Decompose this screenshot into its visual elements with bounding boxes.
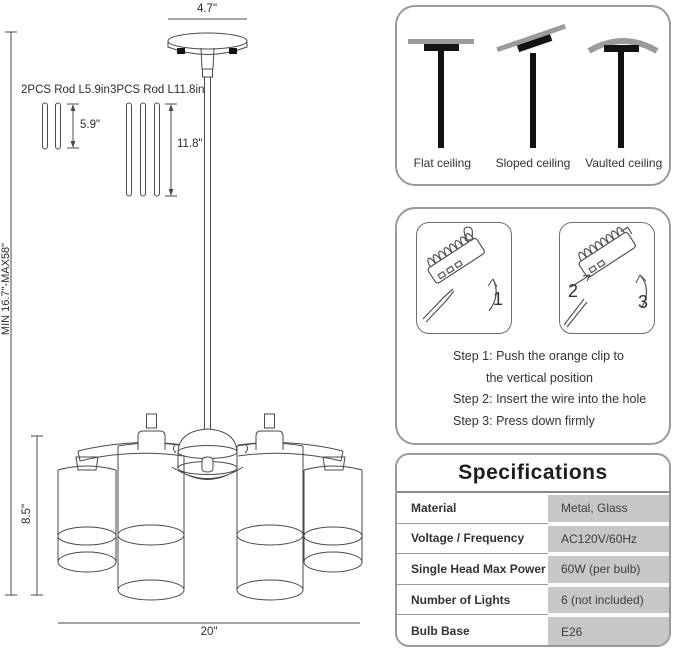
ceiling-types-panel (395, 5, 671, 186)
specifications-table (395, 453, 671, 647)
installation-steps-panel (395, 207, 671, 445)
shade-height-label: 8.5" (21, 503, 33, 525)
step1-text-line1: Step 1: Push the orange clip to (453, 349, 624, 363)
long-rod-dim-label: 11.8" (177, 138, 203, 150)
step2-text: Step 2: Insert the wire into the hole (453, 392, 647, 406)
figure-number-2: 2 (568, 281, 579, 301)
sloped-ceiling-item (488, 7, 579, 184)
spec-row-number-of-lights (397, 585, 669, 616)
spec-label: Single Head Max Power (397, 554, 548, 585)
spec-row-material (397, 493, 669, 524)
spec-row-voltage (397, 524, 669, 555)
specifications-title: Specifications (397, 455, 669, 493)
vaulted-ceiling-item (578, 7, 669, 184)
wire-connector-step1-illustration (417, 223, 510, 332)
canopy-width-label: 4.7" (196, 3, 218, 15)
flat-ceiling-item (397, 7, 488, 184)
figure-number-1: 1 (493, 289, 504, 309)
spec-value: 60W (per bulb) (548, 554, 669, 585)
spec-label: Voltage / Frequency (397, 524, 548, 555)
spec-value: Metal, Glass (548, 493, 669, 524)
sloped-ceiling-label: Sloped ceiling (495, 156, 571, 170)
spec-value: E26 (548, 615, 669, 646)
spec-value: 6 (not included) (548, 585, 669, 616)
step3-text: Step 3: Press down firmly (453, 413, 595, 428)
step2-3-figure-card (559, 222, 655, 334)
wire-connector-step2-3-illustration (560, 223, 653, 332)
short-rod-dim-label: 5.9" (80, 119, 101, 131)
spec-value: AC120V/60Hz (548, 524, 669, 555)
spec-label: Number of Lights (397, 585, 548, 616)
spec-label: Material (397, 493, 548, 524)
vaulted-ceiling-label: Vaulted ceiling (585, 156, 663, 170)
short-rods-label: 2PCS Rod L5.9in (21, 84, 110, 96)
height-range-label: MIN 16.7"-MAX58" (0, 242, 12, 336)
step1-figure-card (416, 222, 512, 334)
flat-ceiling-label: Flat ceiling (413, 156, 472, 170)
spec-label: Bulb Base (411, 623, 470, 638)
step1-text-line2: the vertical position (486, 370, 594, 385)
long-rods-label: 3PCS Rod L11.8in (110, 84, 205, 96)
installation-instructions (453, 346, 646, 432)
fixture-width-label: 20" (200, 626, 218, 638)
spec-row-bulb-base (397, 615, 669, 646)
spec-row-max-power (397, 554, 669, 585)
figure-number-3: 3 (638, 292, 649, 312)
